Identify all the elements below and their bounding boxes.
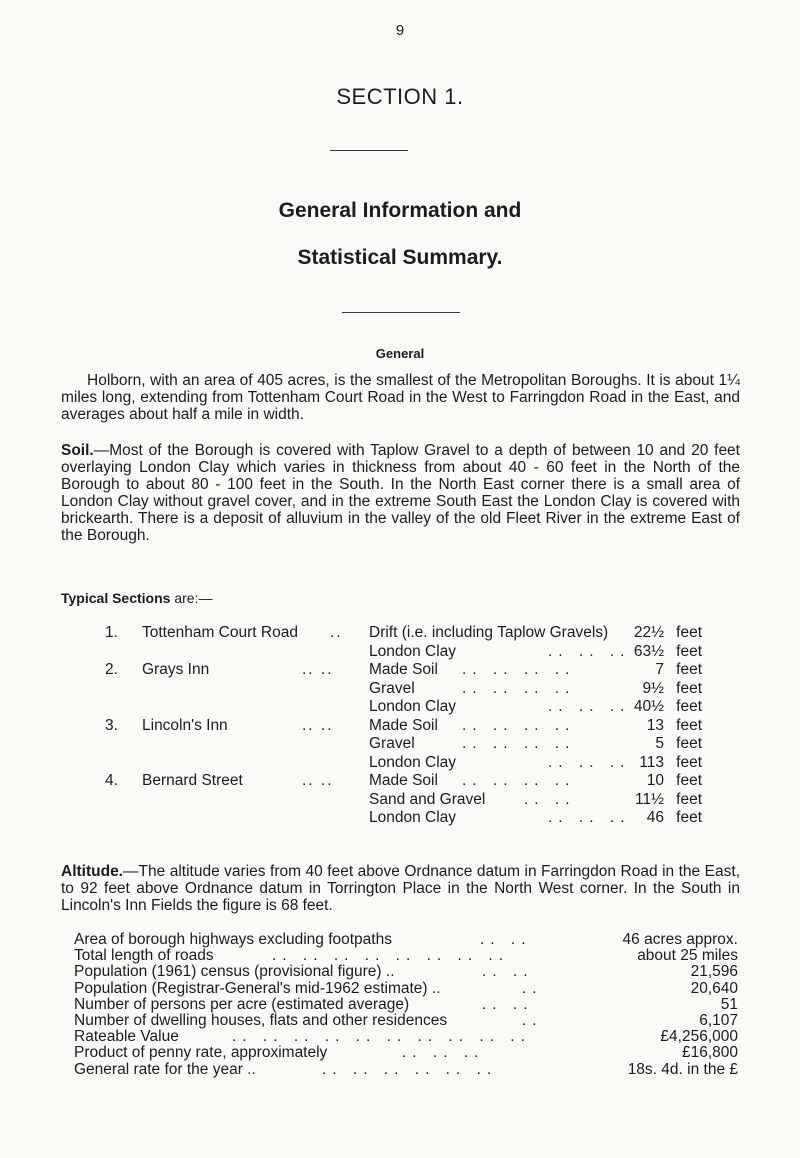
section-layer: Drift (i.e. including Taplow Gravels) — [369, 624, 609, 641]
statistic-value: 18s. 4d. in the £ — [627, 1060, 738, 1078]
typical-sections-label-rest: are:— — [170, 590, 213, 606]
statistic-leader: .. — [522, 979, 543, 997]
section-site-leader: .. .. — [302, 772, 334, 789]
document-title-line-1: General Information and — [278, 199, 522, 222]
section-depth — [639, 754, 702, 773]
section-layer: Sand and Gravel — [369, 790, 486, 808]
statistic-label: Population (1961) census (provisional figure) .. — [74, 963, 395, 981]
statistic-value: 51 — [720, 995, 738, 1013]
document-title-line-2: Statistical Summary. — [297, 246, 503, 269]
altitude-lead: Altitude. — [61, 863, 123, 880]
section-layer-leader: .. .. .. — [548, 642, 631, 660]
section-layer-leader: .. .. .. .. — [462, 772, 576, 789]
section-layer: London Clay — [369, 642, 457, 660]
section-site — [105, 698, 142, 717]
statistic-value: 21,596 — [690, 963, 738, 981]
section-depth — [655, 735, 702, 754]
section-row — [0, 643, 800, 662]
statistic-row — [0, 1013, 800, 1029]
soil-lead: Soil. — [61, 442, 94, 459]
intro-paragraph — [61, 372, 740, 423]
section-layer-leader: .. .. .. .. — [462, 735, 576, 752]
statistic-leader: .. — [522, 1011, 543, 1029]
section-row — [0, 661, 800, 680]
section-depth-value: 10 — [646, 772, 664, 789]
section-depth — [634, 643, 702, 662]
section-depth — [647, 717, 702, 736]
section-site — [105, 809, 142, 828]
section-depth — [655, 661, 702, 680]
section-depth-unit: feet — [676, 790, 702, 808]
statistic-row — [0, 1029, 800, 1045]
section-site — [105, 643, 142, 662]
section-row — [0, 624, 800, 643]
section-layer: London Clay — [369, 809, 457, 826]
section-layer: Gravel — [369, 679, 415, 697]
section-row — [0, 680, 800, 699]
soil-text: —Most of the Borough is covered with Taplow Gravel to a depth of between 10 and 20 feet overlaying London Clay which varies in thickness from about 40 - 60 feet in the North of the Borough to about 80 - 100 feet in the South. In the North East corner there is a small area of London Clay without gravel cover, and in the extreme South East the London Clay is covered with brickearth. There is a deposit of alluvium in the valley of the old Fleet River in the extreme East of the Borough. — [61, 442, 740, 544]
section-site-name: Lincoln's Inn — [142, 716, 228, 734]
section-site-number: 2. — [105, 661, 118, 678]
statistic-leader: .. .. .. .. .. .. — [322, 1060, 498, 1078]
statistic-leader: .. .. — [480, 931, 532, 948]
statistic-label: Number of persons per acre (estimated average) — [74, 995, 410, 1013]
statistic-leader: .. .. .. — [402, 1044, 485, 1062]
page-number: 9 — [395, 22, 405, 39]
statistic-leader: .. .. .. .. .. .. .. .. .. .. — [232, 1028, 531, 1046]
statistics-list — [0, 932, 800, 1078]
statistic-row — [0, 981, 800, 997]
section-layer-leader: .. .. .. — [548, 809, 631, 826]
section-depth — [635, 791, 702, 810]
statistic-label: Rateable Value — [74, 1028, 179, 1046]
section-depth — [642, 680, 702, 699]
section-depth-unit: feet — [676, 809, 702, 826]
section-depth-value: 22½ — [633, 624, 664, 641]
statistic-label: General rate for the year .. — [74, 1060, 256, 1078]
section-site — [105, 661, 209, 680]
statistic-value: 20,640 — [690, 979, 738, 997]
section-layer-leader: .. .. .. .. — [462, 716, 576, 734]
divider-rule — [342, 312, 460, 313]
statistic-row — [0, 964, 800, 980]
statistic-leader: .. .. .. .. .. .. .. .. — [272, 947, 510, 965]
section-row — [0, 717, 800, 736]
statistic-label: Area of borough highways excluding footpaths — [74, 931, 392, 948]
section-layer: London Clay — [369, 753, 457, 771]
section-depth-unit: feet — [676, 772, 702, 789]
section-layer-leader: .. .. .. — [548, 698, 631, 715]
section-row — [0, 791, 800, 810]
statistic-leader: .. .. — [482, 995, 534, 1013]
statistic-value: £16,800 — [681, 1044, 738, 1062]
section-depth-value: 9½ — [642, 679, 664, 697]
section-site — [105, 717, 228, 736]
section-site-leader: .. .. — [302, 716, 334, 734]
section-depth-value: 46 — [646, 809, 664, 826]
statistic-value: 6,107 — [699, 1011, 738, 1029]
statistic-row — [0, 997, 800, 1013]
section-site-number: 3. — [105, 716, 118, 734]
statistic-label: Total length of roads — [74, 947, 214, 965]
section-depth-value: 7 — [655, 661, 664, 678]
section-site — [105, 772, 243, 791]
section-depth — [634, 698, 702, 717]
intro-text: Holborn, with an area of 405 acres, is the smallest of the Metropolitan Boroughs. It is about 1¼ miles long, extending from Tottenham Court Road in the West to Farringdon Road in the East, and averages about half a mile in width. — [61, 372, 740, 423]
section-layer: London Clay — [369, 698, 457, 715]
statistic-row — [0, 1045, 800, 1061]
section-depth — [634, 624, 702, 643]
section-layer: Gravel — [369, 735, 415, 752]
section-site-name: Bernard Street — [142, 772, 243, 789]
section-row — [0, 735, 800, 754]
altitude-paragraph — [61, 863, 740, 914]
section-row — [0, 698, 800, 717]
section-row — [0, 772, 800, 791]
section-depth-value: 113 — [639, 753, 664, 771]
section-layer: Made Soil — [369, 661, 438, 678]
section-site-name: Tottenham Court Road — [142, 624, 298, 641]
section-layer: Made Soil — [369, 772, 438, 789]
section-depth — [647, 809, 702, 828]
statistic-leader: .. .. — [482, 963, 534, 981]
typical-sections-label — [61, 590, 212, 606]
section-depth-unit: feet — [676, 661, 702, 678]
section-site — [105, 754, 142, 773]
section-depth — [647, 772, 702, 791]
section-title: SECTION 1. — [336, 84, 464, 109]
section-layer-leader: .. .. .. .. — [462, 679, 576, 697]
statistic-value: about 25 miles — [637, 947, 738, 965]
section-depth-unit: feet — [676, 624, 702, 641]
statistic-row — [0, 1062, 800, 1078]
section-depth-unit: feet — [676, 716, 702, 734]
section-depth-unit: feet — [676, 735, 702, 752]
typical-sections-label-bold: Typical Sections — [61, 590, 171, 606]
subheading-general: General — [375, 346, 425, 361]
statistic-label: Population (Registrar-General's mid-1962 estimate) .. — [74, 979, 441, 997]
section-site — [105, 624, 298, 643]
altitude-text: —The altitude varies from 40 feet above Ordnance datum in Farringdon Road in the East, to 92 feet above Ordnance datum in Torrington Place in the North West corner. In the South in Lincoln's Inn Fields the figure is 68 feet. — [61, 863, 740, 914]
section-depth-value: 11½ — [634, 790, 664, 808]
statistic-row — [0, 948, 800, 964]
section-depth-value: 13 — [646, 716, 664, 734]
section-depth-value: 40½ — [633, 698, 664, 715]
section-site — [105, 791, 142, 810]
section-site-leader: .. .. — [302, 661, 334, 678]
section-layer-leader: .. .. .. — [548, 753, 631, 771]
section-layer: Made Soil — [369, 716, 438, 734]
section-depth-value: 63½ — [633, 642, 664, 660]
section-row — [0, 809, 800, 828]
section-layer-leader: .. .. — [524, 790, 576, 808]
section-depth-value: 5 — [655, 735, 664, 752]
section-row — [0, 754, 800, 773]
statistic-value: £4,256,000 — [660, 1028, 738, 1046]
divider-rule — [330, 150, 408, 151]
statistic-label: Product of penny rate, approximately — [74, 1044, 328, 1062]
section-depth-unit: feet — [676, 698, 702, 715]
soil-paragraph — [61, 442, 740, 544]
section-site-number: 4. — [105, 772, 118, 789]
section-layer-leader: .. .. .. .. — [462, 661, 576, 678]
section-site — [105, 680, 142, 699]
statistic-label: Number of dwelling houses, flats and other residences — [74, 1011, 448, 1029]
typical-sections-table — [0, 624, 800, 828]
section-depth-unit: feet — [676, 679, 702, 697]
statistic-value: 46 acres approx. — [622, 931, 738, 948]
section-depth-unit: feet — [676, 642, 702, 660]
section-depth-unit: feet — [676, 753, 702, 771]
section-site-leader: .. — [330, 624, 343, 641]
section-site-name: Grays Inn — [142, 661, 210, 678]
section-site — [105, 735, 142, 754]
section-site-number: 1. — [105, 624, 118, 641]
statistic-row — [0, 932, 800, 948]
